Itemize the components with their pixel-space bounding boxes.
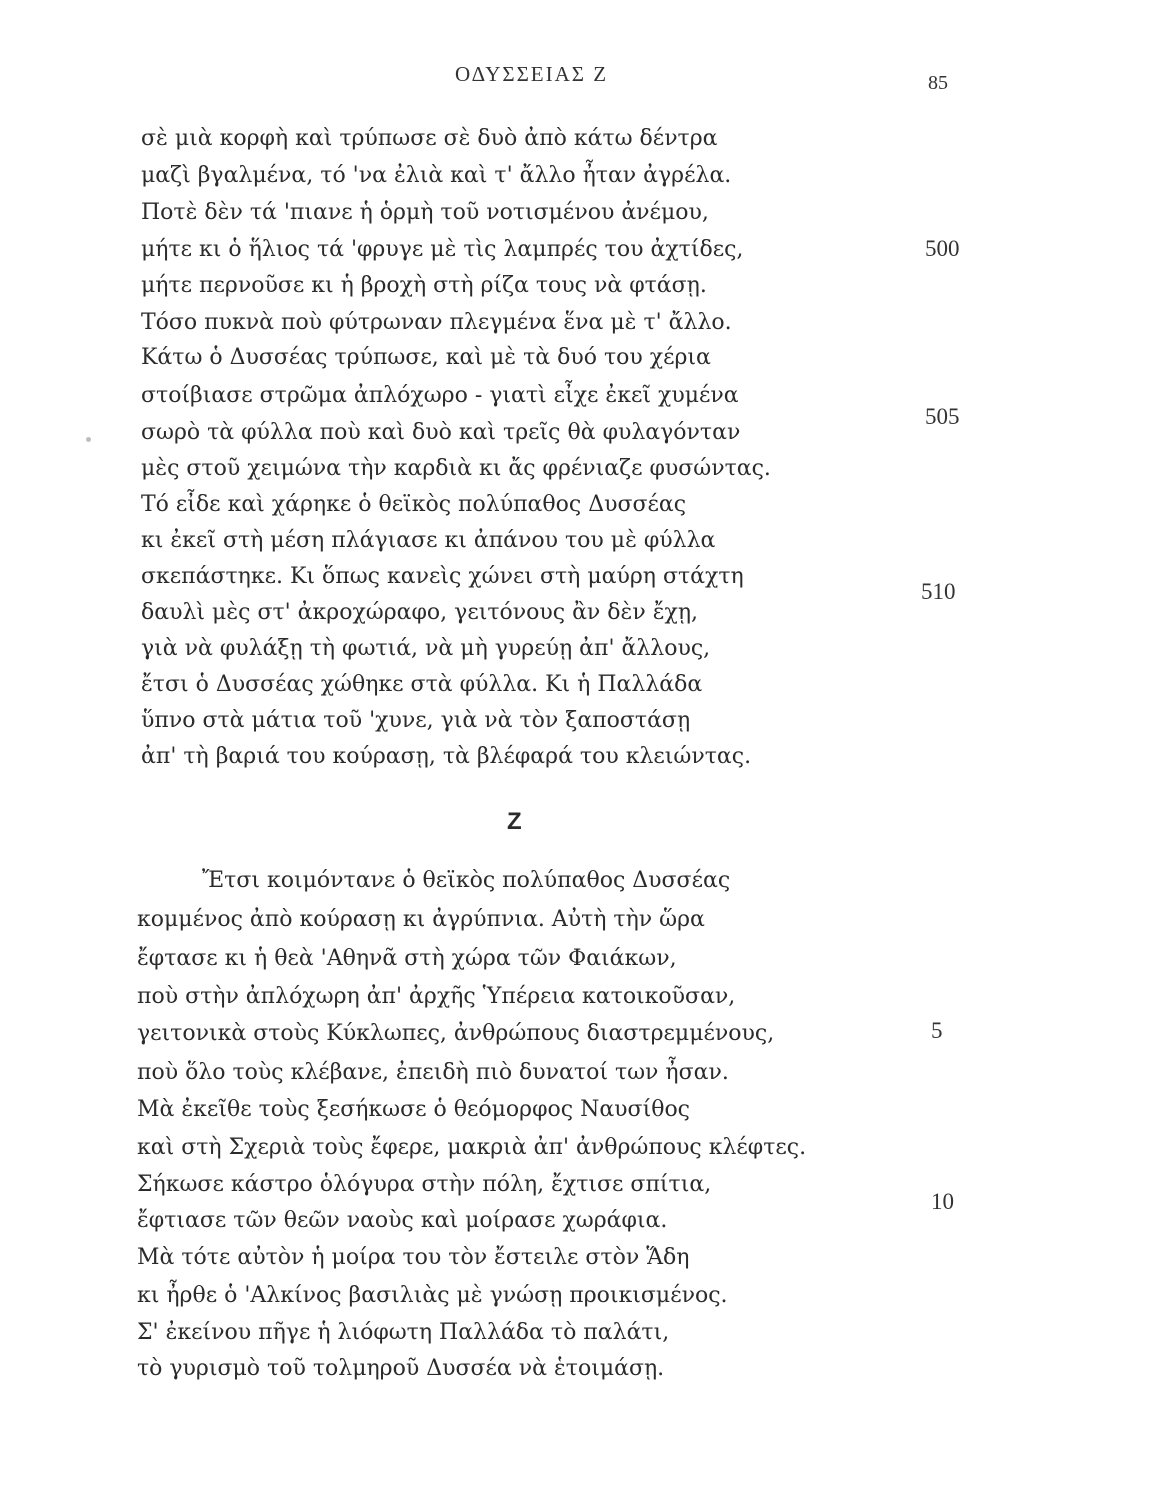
verse-line: ποὺ ὅλο τοὺς κλέβανε, ἐπειδὴ πιὸ δυνατοί των ἦσαν. (137, 1060, 729, 1085)
verse-line: Ποτὲ δὲν τά 'πιανε ἡ ὁρμὴ τοῦ νοτισμένου ἀνέμου, (141, 200, 709, 225)
verse-line: μαζὶ βγαλμένα, τό 'να ἐλιὰ καὶ τ' ἄλλο ἦταν ἀγρέλα. (141, 163, 732, 188)
verse-line: Κάτω ὁ Δυσσέας τρύπωσε, καὶ μὲ τὰ δυό του χέρια (141, 345, 711, 370)
line-number: 505 (925, 404, 960, 429)
verse-line: Τό εἶδε καὶ χάρηκε ὁ θεϊκὸς πολύπαθος Δυσσέας (141, 492, 687, 517)
verse-line: γιὰ νὰ φυλάξῃ τὴ φωτιά, νὰ μὴ γυρεύῃ ἀπ' ἄλλους, (141, 636, 711, 661)
verse-line: κι ἦρθε ὁ 'Αλκίνος βασιλιὰς μὲ γνώσῃ προικισμένος. (137, 1283, 728, 1308)
verse-line: ἔτσι ὁ Δυσσέας χώθηκε στὰ φύλλα. Κι ἡ Παλλάδα (141, 672, 703, 697)
verse-line: μὲς στοῦ χειμώνα τὴν καρδιὰ κι ἄς φρένιαζε φυσώντας. (141, 456, 771, 481)
running-head (0, 62, 1171, 92)
verse-line: Ἔτσι κοιμόντανε ὁ θεϊκὸς πολύπαθος Δυσσέας (202, 868, 731, 893)
verse-line: γειτονικὰ στοὺς Κύκλωπες, ἀνθρώπους διαστρεμμένους, (137, 1021, 775, 1046)
verse-line: στοίβιασε στρῶμα ἀπλόχωρο - γιατὶ εἶχε ἐκεῖ χυμένα (141, 383, 739, 408)
verse-line: ἔφτιασε τῶν θεῶν ναοὺς καὶ μοίρασε χωράφια. (137, 1208, 668, 1233)
verse-line: κι ἐκεῖ στὴ μέση πλάγιασε κι ἀπάνου του μὲ φύλλα (141, 528, 716, 553)
verse-line: σκεπάστηκε. Κι ὅπως κανεὶς χώνει στὴ μαύρη στάχτη (141, 564, 744, 589)
verse-line: σωρὸ τὰ φύλλα ποὺ καὶ δυὸ καὶ τρεῖς θὰ φυλαγόνταν (141, 420, 741, 445)
verse-line: δαυλὶ μὲς στ' ἀκροχώραφο, γειτόνους ἂν δὲν ἔχῃ, (141, 600, 699, 625)
verse-line: ποὺ στὴν ἀπλόχωρη ἀπ' ἀρχῆς Ὑπέρεια κατοικοῦσαν, (137, 984, 736, 1009)
verse-line: ὕπνο στὰ μάτια τοῦ 'χυνε, γιὰ νὰ τὸν ξαποστάσῃ (141, 708, 691, 733)
running-head-title: ΟΔΥΣΣΕΙΑΣ Ζ (455, 62, 609, 86)
page-number: 85 (928, 72, 948, 94)
verse-line: ἀπ' τὴ βαριά του κούρασῃ, τὰ βλέφαρά του κλειώντας. (141, 744, 752, 769)
verse-line: σὲ μιὰ κορφὴ καὶ τρύπωσε σὲ δυὸ ἀπὸ κάτω δέντρα (141, 126, 718, 151)
verse-line: καὶ στὴ Σχεριὰ τοὺς ἔφερε, μακριὰ ἀπ' ἀνθρώπους κλέφτες. (137, 1135, 807, 1160)
line-number: 5 (931, 1018, 943, 1043)
verse-line: Σήκωσε κάστρο ὁλόγυρα στὴν πόλη, ἔχτισε σπίτια, (137, 1172, 712, 1197)
verse-line: Τόσο πυκνὰ ποὺ φύτρωναν πλεγμένα ἕνα μὲ τ' ἄλλο. (141, 310, 732, 335)
verse-line: τὸ γυρισμὸ τοῦ τολμηροῦ Δυσσέα νὰ ἑτοιμάσῃ. (137, 1356, 665, 1381)
verse-line: μήτε περνοῦσε κι ἡ βροχὴ στὴ ρίζα τους νὰ φτάσῃ. (141, 273, 707, 298)
verse-line: ἔφτασε κι ἡ θεὰ 'Αθηνᾶ στὴ χώρα τῶν Φαιάκων, (137, 946, 677, 971)
line-number: 500 (925, 236, 960, 261)
verse-line: Μὰ ἐκεῖθε τοὺς ξεσήκωσε ὁ θεόμορφος Ναυσίθος (137, 1097, 691, 1122)
verse-line: κομμένος ἀπὸ κούρασῃ κι ἀγρύπνια. Αὐτὴ τὴν ὥρα (137, 907, 705, 932)
verse-line: Σ' ἐκείνου πῆγε ἡ λιόφωτη Παλλάδα τὸ παλάτι, (137, 1320, 670, 1345)
line-number: 510 (921, 579, 956, 604)
book-heading-letter: Z (507, 808, 522, 835)
verse-line: Μὰ τότε αὐτὸν ἡ μοίρα του τὸν ἔστειλε στὸν Ἅδη (137, 1245, 690, 1270)
line-number: 10 (931, 1189, 954, 1214)
print-speck (86, 437, 91, 442)
verse-line: μήτε κι ὁ ἥλιος τά 'φρυγε μὲ τὶς λαμπρές του ἀχτίδες, (141, 237, 744, 262)
